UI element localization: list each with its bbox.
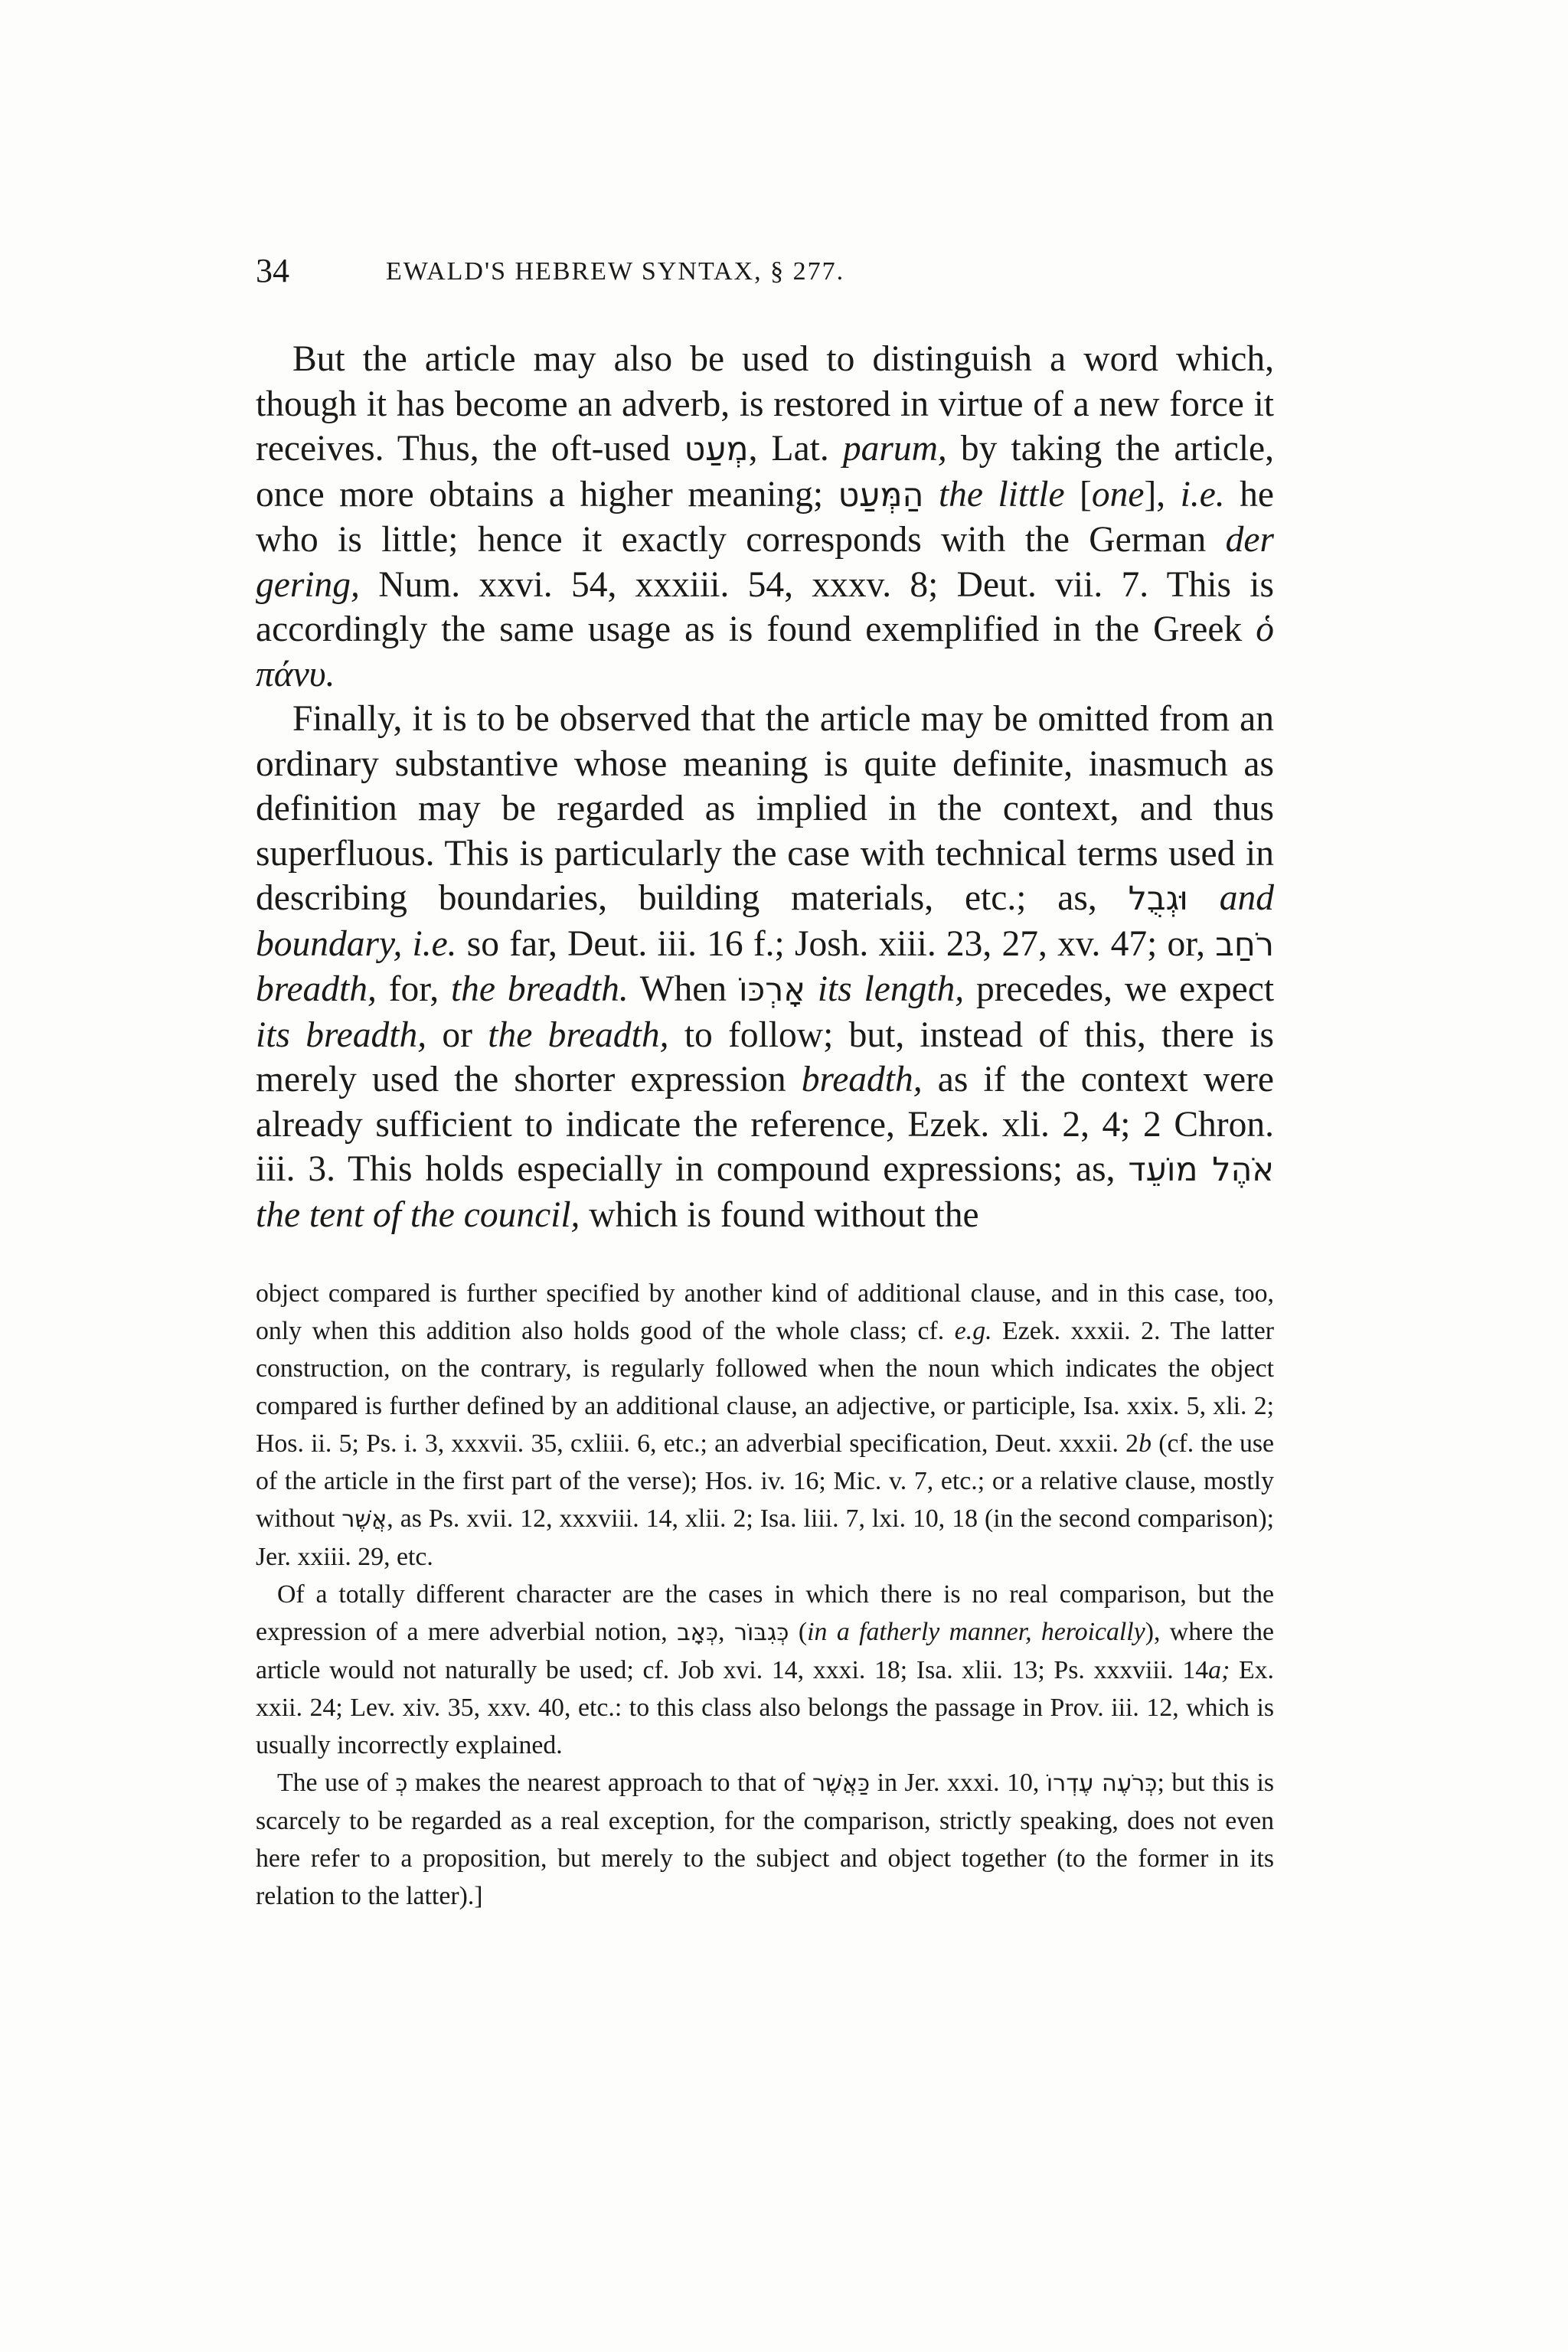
footnote-continuation	[256, 1275, 1274, 1576]
text-run: precedes, we expect	[964, 969, 1275, 1009]
text-run: for,	[376, 969, 451, 1009]
text-run: which is found without the	[580, 1194, 979, 1235]
text-run: Num. xxvi. 54, xxxiii. 54, xxxv. 8; Deut. vii. 7. This is accordingly the same usage as is found exemplified in the Greek	[256, 564, 1274, 649]
text-run: object compared is further specified by another kind of additional clause, and in this case, too, only when this addition also holds good of the whole class; cf.	[256, 1279, 1274, 1345]
italic-text: parum,	[842, 429, 947, 469]
main-text	[256, 337, 1274, 1237]
italic-text: the tent of the council,	[256, 1194, 580, 1235]
text-run: But the article may also be used to distinguish a word which, though it has become an adverb, is restored in virtue of a new force it receives. Thus, the oft-used	[256, 339, 1274, 469]
text-run: [	[1064, 474, 1092, 514]
text-run: or	[426, 1014, 488, 1055]
italic-text: a;	[1208, 1656, 1230, 1684]
italic-text: the breadth,	[488, 1014, 669, 1055]
hebrew-word: כְּרֹעֶה עֶדְרוֹ	[1046, 1770, 1158, 1797]
text-run: makes the nearest approach to that of	[407, 1769, 813, 1797]
italic-text: its length,	[817, 969, 965, 1009]
text-run: Of a totally different character are the cases in which there is no real comparison, but the expression of a mere adverbial notion,	[256, 1580, 1274, 1646]
italic-text: in a fatherly manner, heroically	[807, 1618, 1145, 1646]
text-run: When	[628, 969, 739, 1009]
italic-text: and boundary,	[256, 878, 1274, 964]
hebrew-word: כַּאֲשֶׁר	[812, 1770, 871, 1797]
hebrew-word: אָרְכּוֹ	[738, 971, 805, 1009]
hebrew-word: כְּ	[395, 1770, 408, 1797]
paragraph-article-adverb	[256, 337, 1274, 697]
text-run: in Jer. xxxi. 10,	[870, 1769, 1047, 1797]
hebrew-word: אֹהֶל מוֹעֵד	[1128, 1151, 1274, 1189]
italic-text: breadth,	[256, 969, 377, 1009]
italic-text: one	[1091, 474, 1145, 514]
page-number: 34	[256, 252, 289, 289]
italic-text: ὁ πάνυ.	[256, 609, 1274, 694]
text-run: The use of	[277, 1769, 396, 1797]
italic-text: i.e.	[412, 923, 457, 964]
hebrew-word: כְּגִבּוֹר	[733, 1619, 789, 1646]
footnote-adverbial-notion	[256, 1576, 1274, 1764]
italic-text: the breadth.	[450, 969, 629, 1009]
text-run: ],	[1144, 474, 1181, 514]
text-run	[923, 475, 939, 514]
text-run	[1188, 878, 1220, 918]
text-run	[805, 969, 818, 1009]
text-run: , as Ps. xvii. 12, xxxviii. 14, xlii. 2; Isa. liii. 7, lxi. 10, 18 (in the second comparison); Jer. xxiii. 29, etc.	[256, 1504, 1274, 1571]
text-run: Finally, it is to be observed that the article may be omitted from an ordinary substantive whose meaning is quite definite, inasmuch as definition may be regarded as implied in the context, and thus superfluous. This is particularly the case with technical terms used in describing boundaries, building materials, etc.; as,	[256, 699, 1274, 918]
text-run: as if the context were already sufficient to indicate the reference, Ezek. xli. 2, 4; 2 Chron. iii. 3. This holds especially in compound expressions; as,	[256, 1060, 1274, 1189]
running-head: EWALD'S HEBREW SYNTAX, § 277.	[386, 257, 845, 286]
hebrew-word: אֲשֶׁר	[341, 1506, 387, 1533]
text-run: he who is little; hence it exactly corresponds with the German	[256, 474, 1274, 560]
page-header	[256, 251, 1274, 297]
text-run: Ex. xxii. 24; Lev. xiv. 35, xxv. 40, etc.: to this class also belongs the passage in Prov. iii. 12, which is usually incorrectly explained.	[256, 1656, 1274, 1759]
text-run	[402, 924, 412, 964]
text-run: ), where the article would not naturally be used; cf. Job xvi. 14, xxxi. 18; Isa. xlii. 13; Ps. xxxviii. 14	[256, 1618, 1275, 1684]
italic-text: its breadth,	[256, 1014, 427, 1055]
paragraph-article-omitted	[256, 697, 1274, 1237]
italic-text: i.e.	[1180, 474, 1225, 514]
text-run: so far, Deut. iii. 16 f.; Josh. xiii. 23, 27, xv. 47; or,	[456, 923, 1216, 964]
text-run: , Lat.	[748, 429, 843, 469]
text-run: to follow; but, instead of this, there is merely used the shorter expression	[256, 1014, 1274, 1099]
text-run: (	[789, 1618, 808, 1646]
hebrew-word: כְּאָב	[677, 1619, 719, 1646]
hebrew-word: רֹחַב	[1215, 925, 1274, 964]
italic-text: der gering,	[256, 520, 1274, 605]
italic-text: the little	[938, 474, 1065, 514]
text-run: (cf. the use of the article in the first part of the verse); Hos. iv. 16; Mic. v. 7, etc.; or a relative clause, mostly without	[256, 1429, 1274, 1533]
italic-text: b	[1138, 1429, 1152, 1458]
text-run: by taking the article, once more obtains a higher meaning;	[256, 429, 1275, 514]
hebrew-word: הַמְּעַט	[838, 475, 924, 514]
italic-text: breadth,	[801, 1060, 923, 1099]
italic-text: e.g.	[954, 1317, 992, 1345]
text-run: ; but this is scarcely to be regarded as a real exception, for the comparison, strictly speaking, does not even here refer to a proposition, but merely to the subject and object together (to the former in its relation to the latter).]	[256, 1769, 1274, 1910]
hebrew-word: וּגְבֻל	[1128, 880, 1188, 918]
text-run: Ezek. xxxii. 2. The latter construction, on the contrary, is regularly followed when the noun which indicates the object compared is further defined by an additional clause, an adjective, or participle, Isa. xxix. 5, xli. 2; Hos. ii. 5; Ps. i. 3, xxxvii. 35, cxliii. 6, etc.; an adverbial specification, Deut. xxxii. 2	[256, 1317, 1275, 1458]
hebrew-word: מְעַט	[684, 430, 749, 469]
footnotes	[256, 1275, 1274, 1915]
footnote-kaf-usage	[256, 1764, 1274, 1915]
text-run: ,	[718, 1618, 734, 1646]
